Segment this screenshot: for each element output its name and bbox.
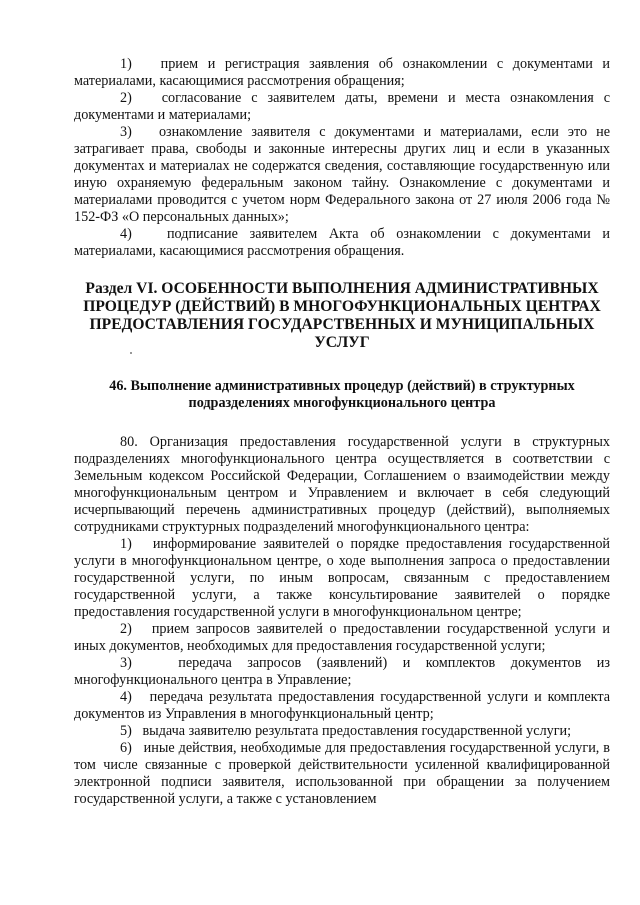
list-item-text: согласование с заявителем даты, времени и места ознакомления с документами и материалами; [74, 90, 611, 123]
list-number: 3) [120, 124, 132, 140]
list-number: 3) [120, 655, 132, 671]
list-item-text: передача запросов (заявлений) и комплектов документов из многофункционального центра в Управление; [74, 655, 611, 688]
list-item-text: ознакомление заявителя с документами и материалами, если это не затрагивает права, свободы и законные интересны других лиц и если в указанных документах и материалах не содержатся сведения, составляющие государственную или иную охраняемую федеральным законом тайну. Ознакомление с документами и материалами проводится с учетом норм Федерального закона от 27 июля 2006 года № 152-ФЗ «О персональных данных»; [74, 124, 610, 225]
list-item-top-1 [74, 56, 610, 90]
section-title: Раздел VI. ОСОБЕННОСТИ ВЫПОЛНЕНИЯ АДМИНИСТРАТИВНЫХ ПРОЦЕДУР (ДЕЙСТВИЙ) В МНОГОФУНКЦИОНАЛЬНЫХ ЦЕНТРАХ ПРЕДОСТАВЛЕНИЯ ГОСУДАРСТВЕННЫХ И МУНИЦИПАЛЬНЫХ УСЛУГ [83, 280, 601, 351]
list-number: 4) [120, 226, 132, 242]
list-item-mfc-3 [74, 655, 610, 689]
scan-speck [130, 352, 132, 354]
list-number: 4) [120, 689, 132, 705]
list-item-text: выдача заявителю результата предоставления государственной услуги; [142, 723, 572, 739]
list-item-text: передача результата предоставления государственной услуги и комплекта документов из Управления в многофункциональный центр; [74, 689, 610, 722]
list-number: 5) [120, 723, 132, 739]
list-item-text: подписание заявителем Акта об ознакомлении с документами и материалами, касающимися рассмотрения обращения. [74, 226, 611, 259]
list-item-text: информирование заявителей о порядке предоставления государственной услуги в многофункциональном центре, о ходе выполнения запроса о предоставлении государственной услуги, по иным вопросам, связанным с предоставлением государственной услуги, а также консультирование заявителей о порядке предоставления государственной услуги в многофункциональном центре; [74, 536, 610, 620]
list-item-mfc-2 [74, 621, 610, 655]
list-item-mfc-1 [74, 536, 610, 621]
list-item-text: прием и регистрация заявления об ознакомлении с документами и материалами, касающимися рассмотрения обращения; [74, 56, 611, 89]
list-item-mfc-5 [74, 723, 610, 740]
list-number: 1) [120, 56, 132, 72]
list-number: 1) [120, 536, 132, 552]
paragraph-80: 80. Организация предоставления государственной услуги в структурных подразделениях многофункционального центра осуществляется в соответствии с Земельным кодексом Российской Федерации, Соглашением о взаимодействии между многофункциональным центром и Управлением и включает в себя следующий исчерпывающий перечень административных процедур (действий), выполняемых сотрудниками структурных подразделений многофункционального центра: [74, 434, 610, 535]
document-page [74, 56, 610, 808]
list-item-text: иные действия, необходимые для предоставления государственной услуги, в том числе связанные с проверкой действительности усиленной квалифицированной электронной подписи заявителя, использованной при обращении за получением государственной услуги, а также с установлением [74, 740, 610, 807]
list-item-top-4 [74, 226, 610, 260]
list-item-top-3 [74, 124, 610, 226]
list-item-mfc-4 [74, 689, 610, 723]
subsection-title: 46. Выполнение административных процедур (действий) в структурных подразделениях многофункционального центра [109, 378, 575, 411]
list-number: 2) [120, 90, 132, 106]
list-item-text: прием запросов заявителей о предоставлении государственной услуги и иных документов, необходимых для предоставления государственной услуги; [74, 621, 610, 654]
list-number: 2) [120, 621, 132, 637]
list-item-mfc-6 [74, 740, 610, 808]
list-number: 6) [120, 740, 132, 756]
list-item-top-2 [74, 90, 610, 124]
